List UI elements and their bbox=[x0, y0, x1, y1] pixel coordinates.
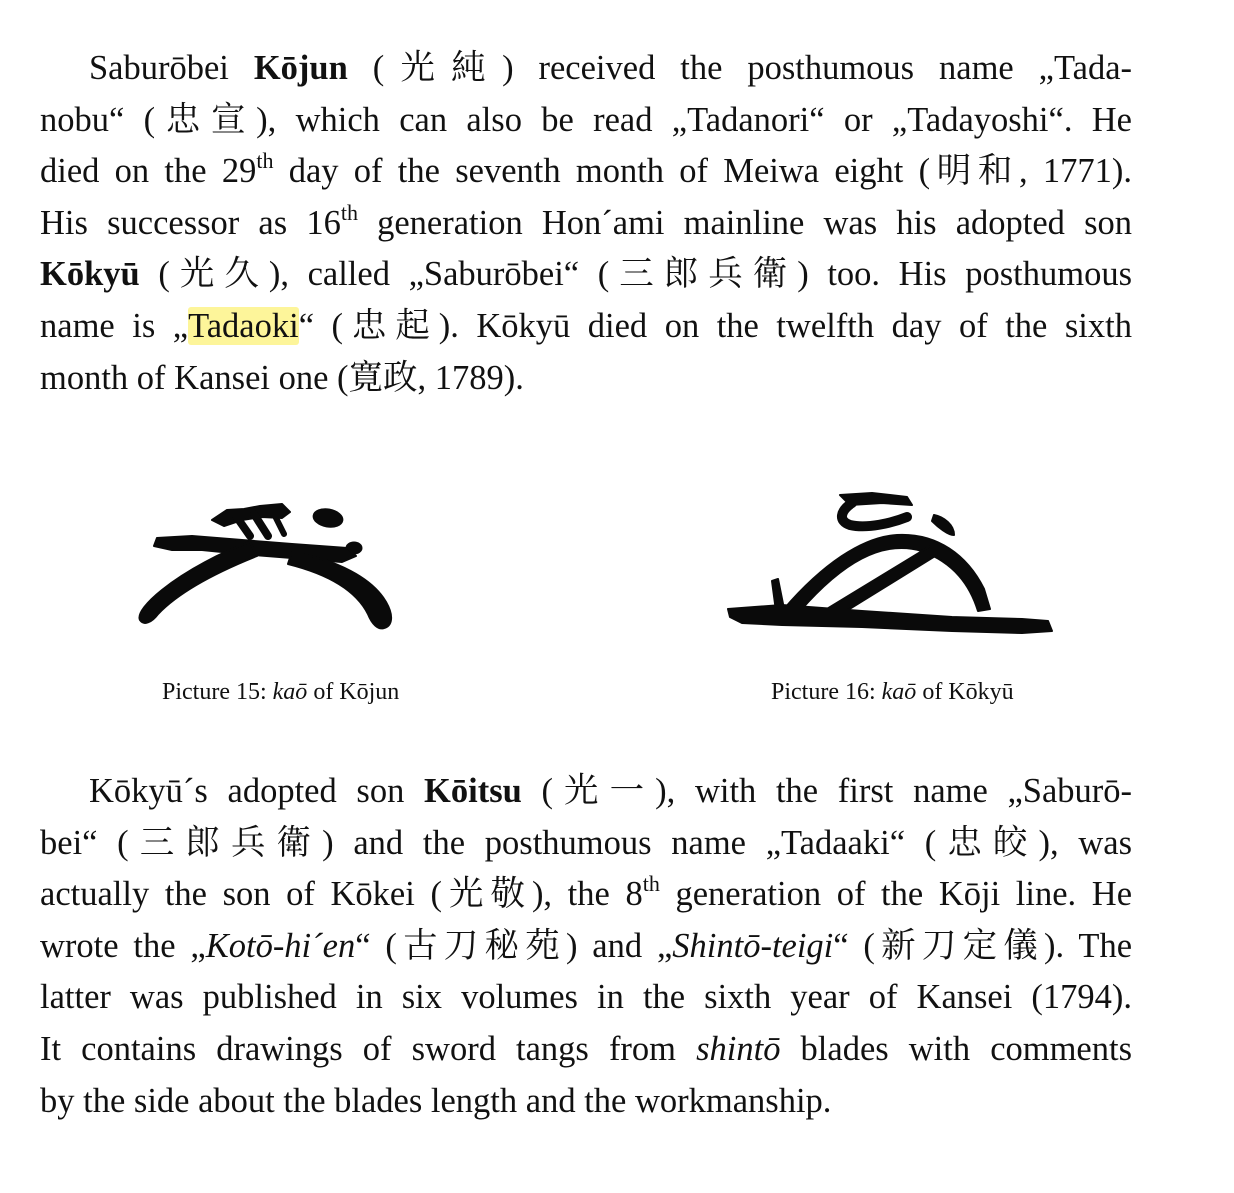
title-shinto-teigi: Shintō-teigi bbox=[672, 926, 834, 965]
para2-line-2: bei“ (三郎兵衛) and the posthumous name „Tadaaki“ (忠皎), was bbox=[40, 823, 1132, 862]
name-kojun: Kōjun bbox=[253, 49, 348, 87]
picture-15-kao-kojun bbox=[132, 490, 402, 635]
para2-line-3: actually the son of Kōkei (光敬), the 8th generation of the Kōji line. He bbox=[40, 871, 1133, 914]
kao-signature-kojun-icon bbox=[132, 490, 402, 635]
para1-line-5: Kōkyū (光久), called „Saburōbei“ (三郎兵衛) too. His posthumous bbox=[40, 255, 1132, 294]
caption-picture-15: Picture 15: kaō of Kōjun bbox=[162, 679, 400, 705]
caption-picture-16: Picture 16: kaō of Kōkyū bbox=[771, 679, 1014, 705]
picture-16-kao-kokyu bbox=[722, 485, 1057, 640]
paragraph-kojun-kokyu bbox=[40, 43, 1132, 404]
name-kokyu: Kōkyū bbox=[40, 255, 140, 294]
para1-line-2: nobu“ (忠宣), which can also be read „Tadanori“ or „Tadayoshi“. He bbox=[40, 100, 1132, 139]
para1-line-7: month of Kansei one (寛政, 1789). bbox=[40, 358, 524, 397]
paragraph-koitsu bbox=[40, 766, 1132, 1127]
para1-line-3: died on the 29th day of the seventh month of Meiwa eight (明和, 1771). bbox=[40, 148, 1133, 191]
para1-line-4: His successor as 16th generation Hon´ami mainline was his adopted son bbox=[40, 199, 1132, 242]
para2-line-7: by the side about the blades length and the workmanship. bbox=[40, 1081, 832, 1120]
para2-line-5: latter was published in six volumes in the sixth year of Kansei (1794). bbox=[40, 978, 1132, 1017]
para1-line-1: Saburōbei Kōjun (光純) received the posthumous name „Tada- bbox=[89, 49, 1132, 87]
title-koto-hien: Kotō-hi´en bbox=[205, 926, 356, 965]
kao-signature-kokyu-icon bbox=[722, 485, 1057, 640]
para2-line-6: It contains drawings of sword tangs from shintō blades with comments bbox=[40, 1029, 1132, 1068]
para2-line-1: Kōkyū´s adopted son Kōitsu (光一), with the first name „Saburō- bbox=[89, 772, 1133, 810]
para2-line-4: wrote the „Kotō-hi´en“ (古刀秘苑) and „Shintō-teigi“ (新刀定儀). The bbox=[40, 926, 1133, 965]
para1-line-6: name is „Tadaoki“ (忠起). Kōkyū died on the twelfth day of the sixth bbox=[40, 306, 1132, 345]
name-koitsu: Kōitsu bbox=[424, 772, 522, 810]
highlighted-text-tadaoki[interactable]: Tadaoki bbox=[188, 306, 299, 345]
